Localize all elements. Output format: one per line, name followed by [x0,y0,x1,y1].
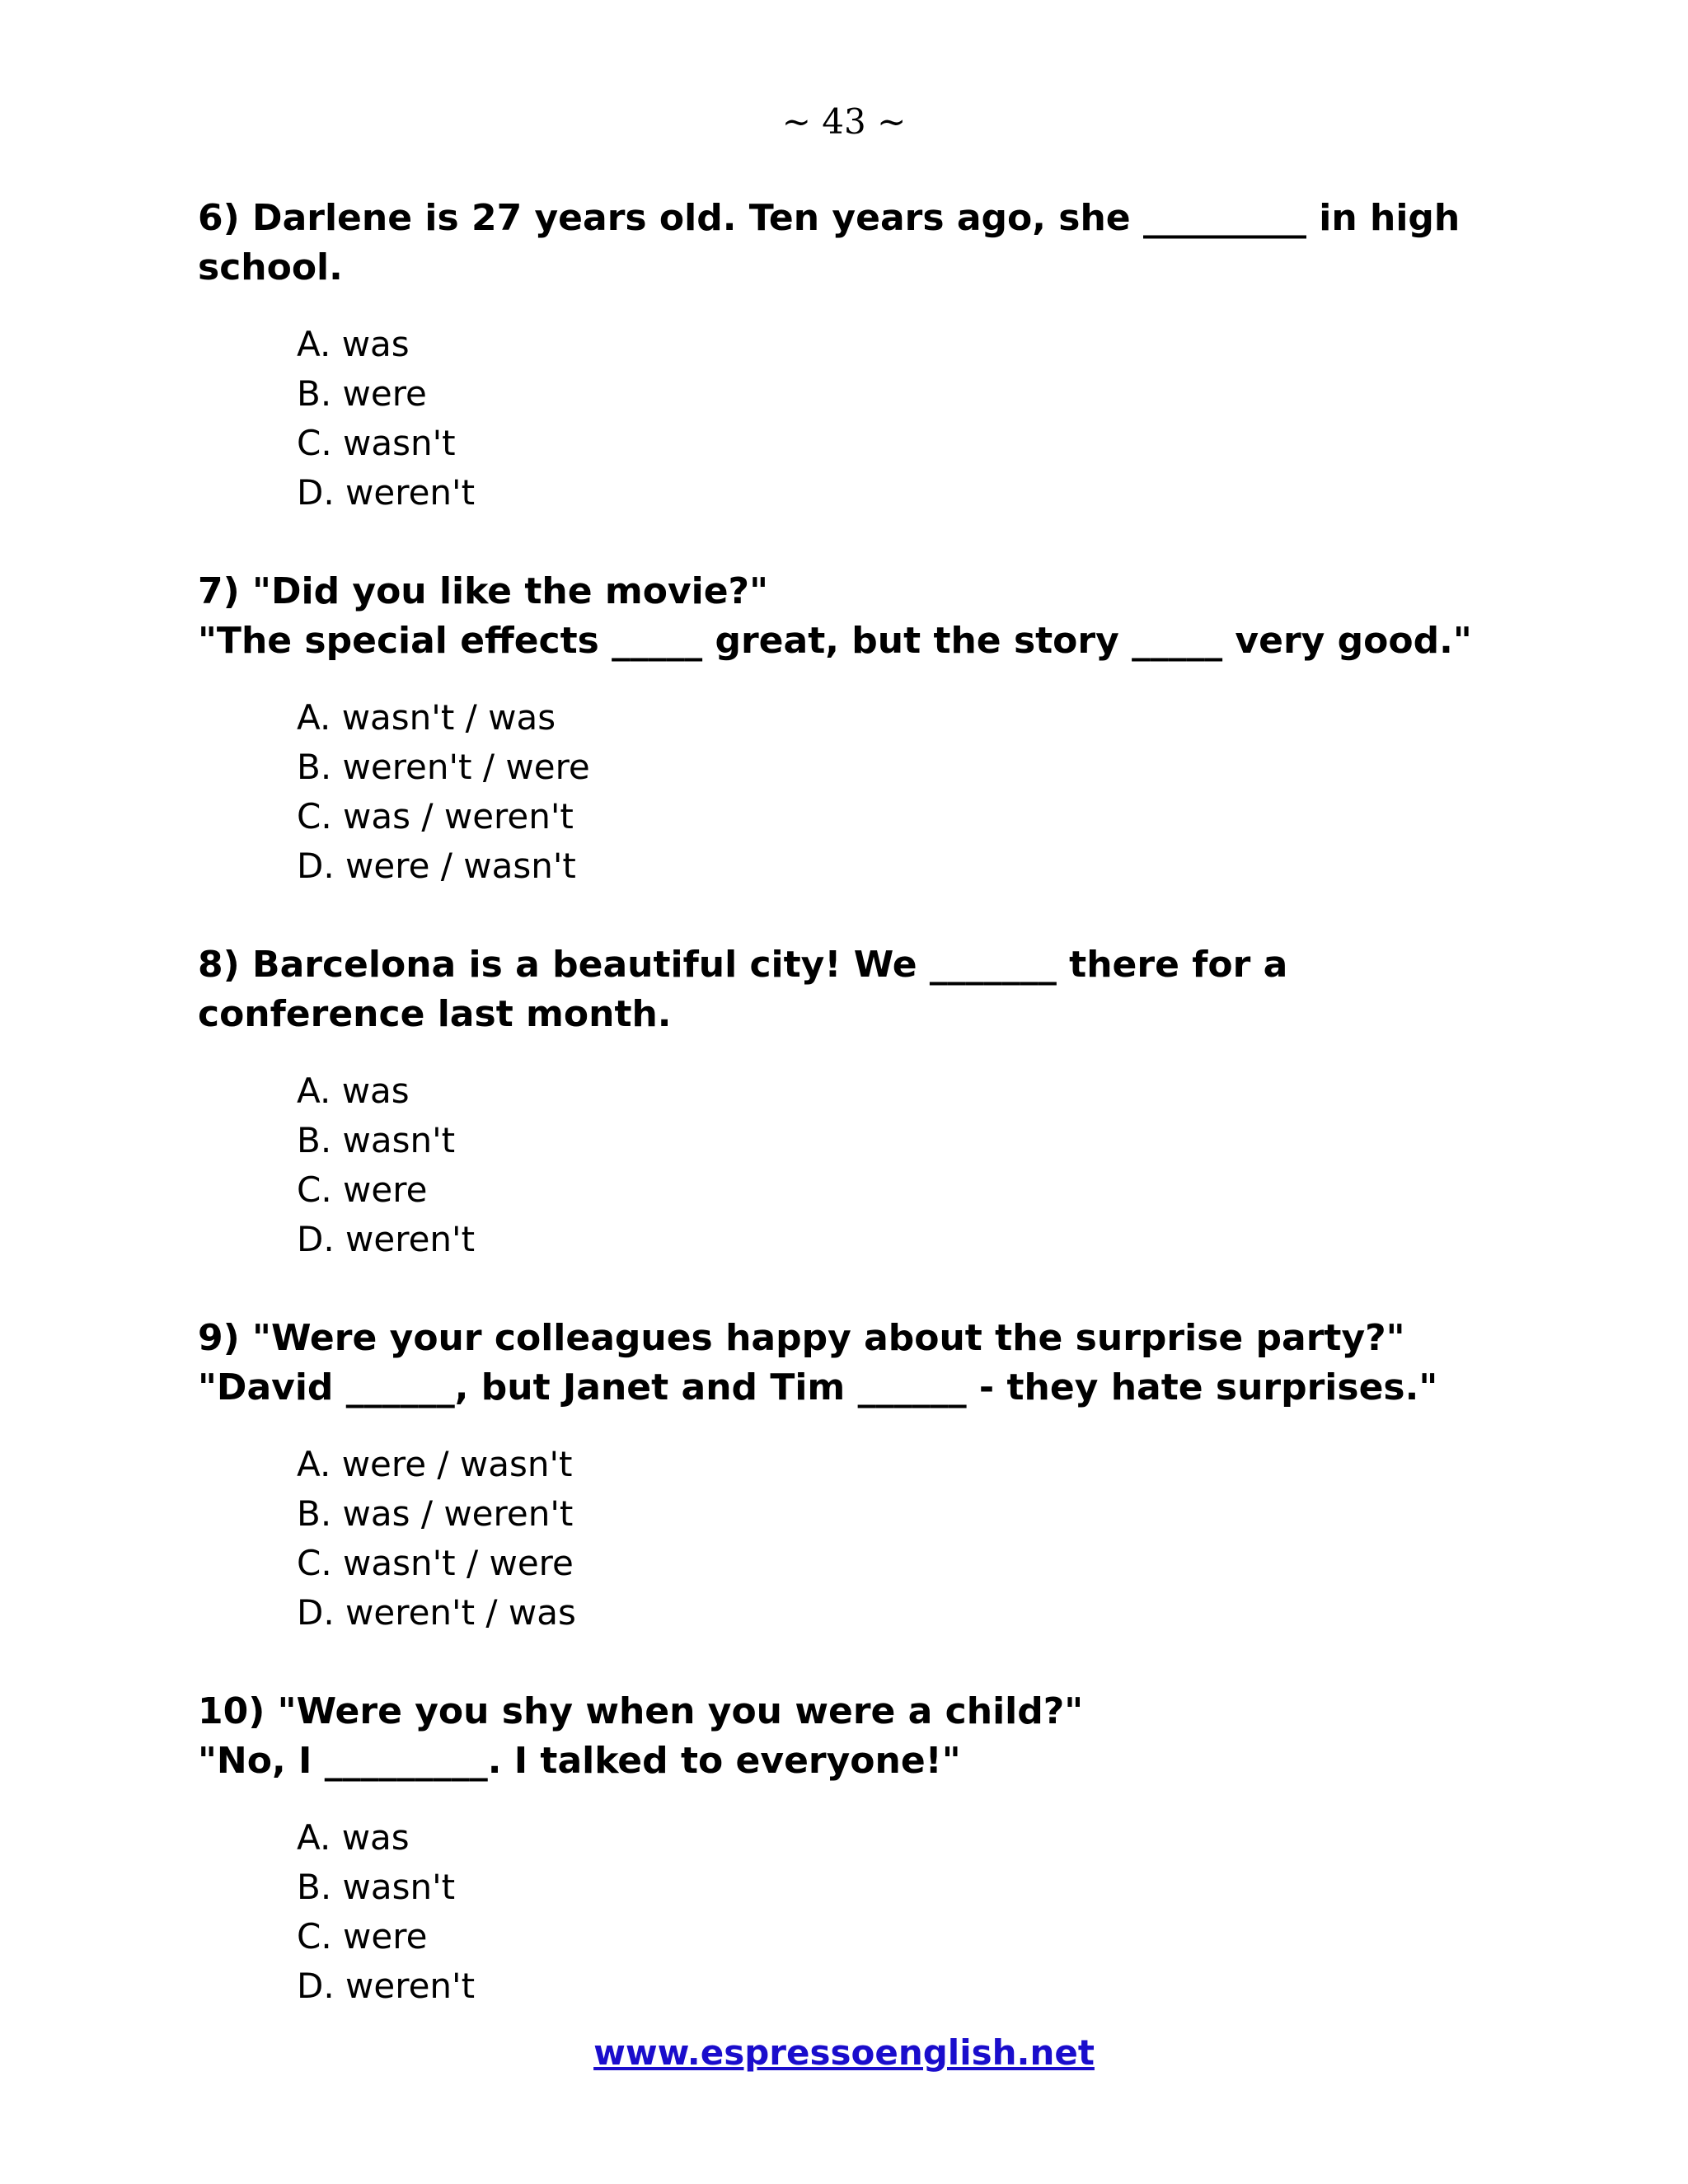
question-text: conference last month. [198,993,672,1035]
question-8 [198,940,1550,1264]
question-text: school. [198,246,343,288]
answer-options [198,1440,1550,1638]
question-10 [198,1687,1550,2011]
option-c[interactable]: C. were [297,1916,428,1957]
question-text: "David ______, but Janet and Tim ______ - they hate surprises." [198,1366,1438,1408]
option-d[interactable]: D. weren't / was [297,1592,576,1633]
answer-options [198,1066,1550,1264]
question-list [198,194,1550,2060]
question-text: 7) "Did you like the movie?" [198,570,768,612]
question-9 [198,1314,1550,1638]
question-text: "No, I _________. I talked to everyone!" [198,1740,961,1782]
option-b[interactable]: B. weren't / were [297,747,590,787]
option-b[interactable]: B. were [297,373,427,414]
question-text: "The special effects _____ great, but the story _____ very good." [198,620,1472,662]
answer-options [198,693,1550,891]
question-text: 10) "Were you shy when you were a child?" [198,1690,1084,1732]
option-a[interactable]: A. wasn't / was [297,697,556,738]
option-b[interactable]: B. wasn't [297,1120,456,1160]
option-c[interactable]: C. were [297,1169,428,1210]
question-6 [198,194,1550,518]
option-c[interactable]: C. wasn't [297,423,456,463]
website-link[interactable]: www.espressoenglish.net [593,2032,1095,2073]
option-a[interactable]: A. was [297,1817,410,1858]
option-a[interactable]: A. was [297,324,410,364]
option-b[interactable]: B. was / weren't [297,1493,574,1534]
option-b[interactable]: B. wasn't [297,1867,456,1907]
option-c[interactable]: C. was / weren't [297,796,574,837]
option-d[interactable]: D. weren't [297,472,476,513]
answer-options [198,1813,1550,2011]
answer-options [198,320,1550,518]
question-text: 9) "Were your colleagues happy about the surprise party?" [198,1317,1405,1359]
option-c[interactable]: C. wasn't / were [297,1543,574,1583]
option-a[interactable]: A. were / wasn't [297,1444,573,1484]
option-a[interactable]: A. was [297,1071,410,1111]
question-7 [198,567,1550,891]
question-text: 8) Barcelona is a beautiful city! We _______ there for a [198,944,1288,986]
page-number: ~ 43 ~ [781,101,907,142]
option-d[interactable]: D. weren't [297,1966,476,2006]
question-text: 6) Darlene is 27 years old. Ten years ago, she _________ in high [198,197,1461,239]
footer [0,2028,1688,2078]
option-d[interactable]: D. weren't [297,1219,476,1259]
option-d[interactable]: D. were / wasn't [297,846,576,886]
